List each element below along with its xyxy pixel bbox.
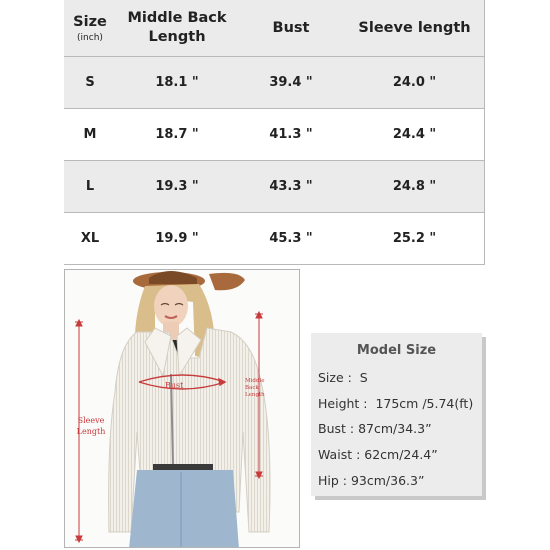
header-back-length-line1: Middle Back — [127, 10, 227, 26]
sleeve-cell: 24.0 " — [344, 57, 485, 109]
sleeve-cell: 24.8 " — [344, 161, 485, 213]
model-waist-value: Waist : 62cm/24.4” — [318, 447, 438, 462]
header-sleeve-length: Sleeve length — [344, 0, 485, 57]
header-bust: Bust — [238, 0, 344, 57]
back-length-cell: 18.7 " — [116, 109, 238, 161]
bust-cell: 39.4 " — [238, 57, 344, 109]
model-size-value: Size : S — [318, 370, 368, 385]
bust-cell: 45.3 " — [238, 213, 344, 265]
bust-cell: 43.3 " — [238, 161, 344, 213]
sleeve-length-line2: Length — [76, 427, 106, 436]
bust-label: Bust — [165, 381, 184, 390]
sleeve-length-label — [73, 415, 109, 437]
bust-cell: 41.3 " — [238, 109, 344, 161]
size-chart-table — [64, 0, 485, 265]
model-photo — [64, 269, 300, 548]
header-size-label: Size — [73, 13, 107, 30]
middle-back-length-label — [245, 378, 275, 399]
model-height-value: Height : 175cm /5.74(ft) — [318, 396, 474, 411]
model-size-title: Model Size — [356, 343, 437, 358]
middle-back-length-line1: Middle — [245, 378, 265, 384]
sleeve-length-line1: Sleeve — [77, 416, 105, 425]
back-length-cell: 18.1 " — [116, 57, 238, 109]
sleeve-cell: 25.2 " — [344, 213, 485, 265]
header-size — [64, 0, 116, 57]
model-bust-value: Bust : 87cm/34.3” — [318, 421, 432, 436]
model-size-card — [311, 333, 482, 496]
sleeve-cell: 24.4 " — [344, 109, 485, 161]
middle-back-length-line3: Length — [245, 392, 265, 398]
header-middle-back-length — [116, 0, 238, 57]
size-cell: S — [64, 57, 116, 109]
table-row — [64, 109, 485, 161]
header-unit-label: (inch) — [77, 32, 103, 43]
size-cell: XL — [64, 213, 116, 265]
header-back-length-line2: Length — [148, 29, 206, 45]
table-row — [64, 57, 485, 109]
back-length-cell: 19.9 " — [116, 213, 238, 265]
size-cell: L — [64, 161, 116, 213]
model-illustration — [65, 270, 300, 548]
back-length-cell: 19.3 " — [116, 161, 238, 213]
table-row — [64, 213, 485, 265]
size-chart-header-row — [64, 0, 485, 57]
size-cell: M — [64, 109, 116, 161]
middle-back-length-line2: Back — [245, 385, 259, 391]
table-row — [64, 161, 485, 213]
model-hip-value: Hip : 93cm/36.3” — [318, 473, 425, 488]
